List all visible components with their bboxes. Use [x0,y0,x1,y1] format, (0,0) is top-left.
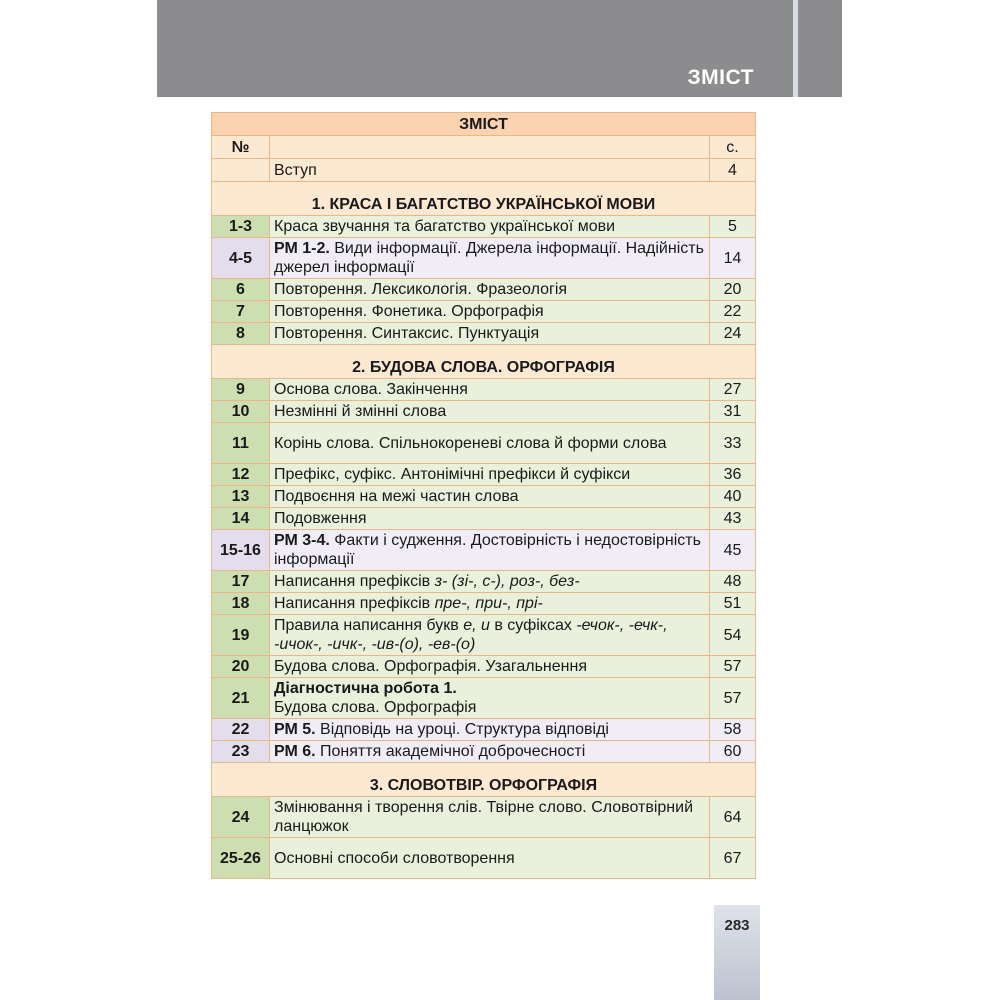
lesson-title [270,238,710,279]
lesson-title [270,464,710,486]
lesson-page: 36 [709,464,755,486]
table-row [212,423,756,464]
lesson-number: 24 [212,797,270,838]
lesson-title [270,379,710,401]
lesson-prefix: Діагностична робота 1. [274,680,457,697]
lesson-number: 11 [212,423,270,464]
table-row [212,279,756,301]
lesson-page: 22 [709,301,755,323]
intro-page: 4 [709,159,755,182]
table-row [212,719,756,741]
lesson-page: 51 [709,593,755,615]
lesson-title [270,678,710,719]
table-row [212,508,756,530]
lesson-title-text: Види інформації. Джерела інформації. Надійність джерел інформації [274,240,704,276]
table-title: ЗМІСТ [212,113,756,136]
lesson-page: 24 [709,323,755,345]
lesson-page: 45 [709,530,755,571]
lesson-title-text: Повторення. Синтаксис. Пунктуація [274,325,540,342]
lesson-number: 15-16 [212,530,270,571]
lesson-title [270,838,710,879]
lesson-title-text: Повторення. Фонетика. Орфографія [274,303,544,320]
lesson-title [270,216,710,238]
lesson-title [270,423,710,464]
table-row [212,571,756,593]
table-row [212,741,756,763]
table-row [212,379,756,401]
lesson-title-text: Подвоєння на межі частин слова [274,488,519,505]
header-divider [793,0,798,97]
lesson-page: 54 [709,615,755,656]
lesson-page: 40 [709,486,755,508]
lesson-title-text: Написання префіксів [274,595,435,612]
lesson-title [270,571,710,593]
lesson-title [270,301,710,323]
table-row [212,838,756,879]
lesson-title-text: Змінювання і творення слів. Твірне слово. Словотвірний ланцюжок [274,799,694,835]
table-row [212,464,756,486]
table-row [212,486,756,508]
lesson-title [270,279,710,301]
lesson-title-italic: пре-, при-, прі- [434,595,543,612]
lesson-title-text: Правила написання букв [274,617,464,634]
section-title: 3. СЛОВОТВІР. ОРФОГРАФІЯ [212,763,756,797]
table-row [212,530,756,571]
section-title: 2. БУДОВА СЛОВА. ОРФОГРАФІЯ [212,345,756,379]
lesson-number: 23 [212,741,270,763]
lesson-number: 7 [212,301,270,323]
lesson-title-text-2: в суфіксах [489,617,577,634]
lesson-title-text: Повторення. Лексикологія. Фразеологія [274,281,568,298]
lesson-title [270,797,710,838]
lesson-title [270,741,710,763]
lesson-prefix: РМ 3-4. [274,532,330,549]
lesson-page: 43 [709,508,755,530]
table-row [212,656,756,678]
table-row [212,678,756,719]
lesson-number: 19 [212,615,270,656]
lesson-title-italic: з- (зі-, с-), роз-, без- [434,573,580,590]
table-row [212,593,756,615]
lesson-title [270,719,710,741]
column-header-row [212,136,756,159]
lesson-title-text: Поняття академічної доброчесності [315,743,586,760]
lesson-title-text: Будова слова. Орфографія [274,699,477,716]
lesson-title-text: Будова слова. Орфографія. Узагальнення [274,658,587,675]
lesson-title [270,530,710,571]
lesson-title [270,486,710,508]
lesson-title [270,401,710,423]
lesson-number: 1-3 [212,216,270,238]
column-header-number: № [212,136,270,159]
table-row [212,238,756,279]
lesson-title [270,656,710,678]
lesson-number: 18 [212,593,270,615]
lesson-title-text: Префікс, суфікс. Антонімічні префікси й суфікси [274,466,631,483]
lesson-title-text: Подовження [274,510,367,527]
lesson-number: 9 [212,379,270,401]
header-title: ЗМІСТ [687,66,754,89]
table-row [212,301,756,323]
lesson-prefix: РМ 5. [274,721,316,738]
lesson-page: 57 [709,678,755,719]
lesson-page: 20 [709,279,755,301]
table-row [212,615,756,656]
lesson-title-italic: е, и [463,617,490,634]
lesson-page: 67 [709,838,755,879]
lesson-number: 20 [212,656,270,678]
lesson-number: 13 [212,486,270,508]
lesson-number: 6 [212,279,270,301]
lesson-title-text: Факти і судження. Достовірність і недостовірність інформації [274,532,701,568]
table-row [212,797,756,838]
lesson-page: 57 [709,656,755,678]
section-heading [212,182,756,216]
lesson-page: 48 [709,571,755,593]
lesson-prefix: РМ 1-2. [274,240,330,257]
intro-number [212,159,270,182]
table-header-row [212,113,756,136]
lesson-title-text: Корінь слова. Спільнокореневі слова й форми слова [274,434,667,452]
lesson-number: 22 [212,719,270,741]
lesson-page: 14 [709,238,755,279]
lesson-page: 5 [709,216,755,238]
lesson-title-italic-2: -ечок-, -ечк-, -ичок-, -ичк-, -ив-(о), -ев-(о) [274,617,668,653]
lesson-page: 64 [709,797,755,838]
lesson-number: 10 [212,401,270,423]
lesson-number: 17 [212,571,270,593]
table-row [212,216,756,238]
column-header-title [270,136,710,159]
section-title: 1. КРАСА І БАГАТСТВО УКРАЇНСЬКОЇ МОВИ [212,182,756,216]
lesson-page: 58 [709,719,755,741]
lesson-number: 21 [212,678,270,719]
lesson-title [270,508,710,530]
table-row [212,401,756,423]
lesson-title-text: Основні способи словотворення [274,849,515,867]
lesson-title-text: Основа слова. Закінчення [274,381,468,398]
lesson-title [270,593,710,615]
lesson-number: 4-5 [212,238,270,279]
lesson-page: 27 [709,379,755,401]
lesson-number: 14 [212,508,270,530]
toc-table [211,112,756,879]
intro-row [212,159,756,182]
section-heading [212,345,756,379]
lesson-number: 25-26 [212,838,270,879]
intro-title: Вступ [270,159,710,182]
lesson-title [270,323,710,345]
lesson-title-text: Написання префіксів [274,573,435,590]
lesson-prefix: РМ 6. [274,743,316,760]
section-heading [212,763,756,797]
lesson-number: 12 [212,464,270,486]
lesson-title [270,615,710,656]
page-number: 283 [724,917,750,934]
lesson-title-text: Краса звучання та багатство української мови [274,218,616,235]
lesson-number: 8 [212,323,270,345]
lesson-page: 60 [709,741,755,763]
lesson-title-text: Незмінні й змінні слова [274,403,447,420]
lesson-title-text: Відповідь на уроці. Структура відповіді [315,721,609,738]
column-header-page: с. [709,136,755,159]
lesson-page: 33 [709,423,755,464]
table-row [212,323,756,345]
lesson-page: 31 [709,401,755,423]
